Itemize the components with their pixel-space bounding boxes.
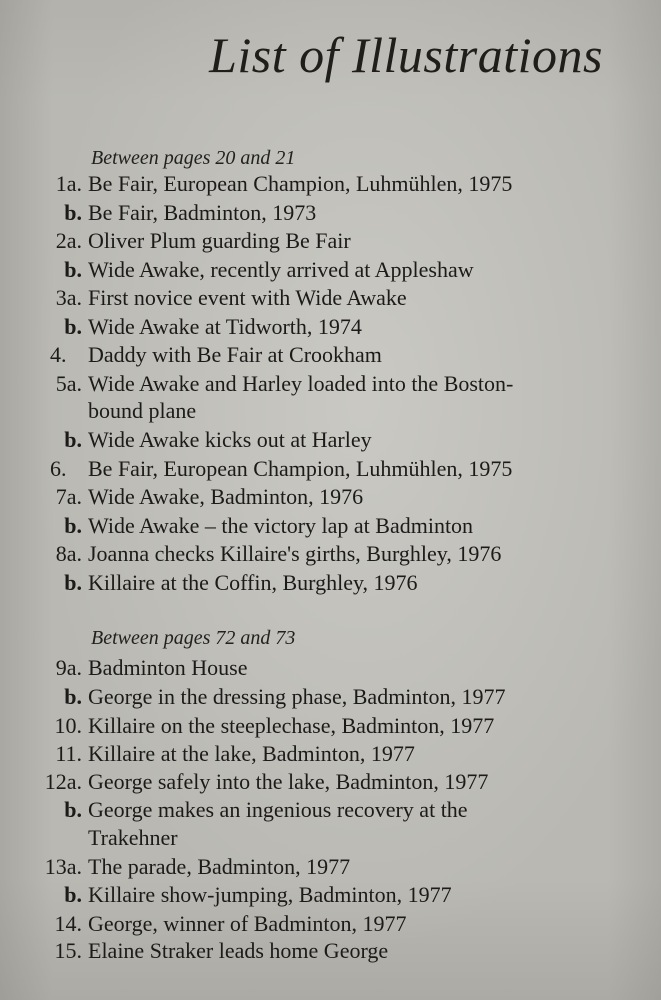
item-number: 8a.	[55, 541, 82, 566]
item-text: Wide Awake – the victory lap at Badminton	[88, 513, 474, 538]
item-number: 4.	[50, 342, 67, 367]
item-text: George makes an ingenious recovery at the	[88, 797, 468, 822]
item-text: Killaire at the lake, Badminton, 1977	[88, 741, 415, 766]
item-text-continuation: bound plane	[88, 398, 197, 423]
item-text: Wide Awake at Tidworth, 1974	[88, 314, 362, 339]
item-text: Elaine Straker leads home George	[88, 938, 389, 963]
item-number: 15.	[54, 938, 82, 963]
item-number: b.	[64, 684, 82, 709]
item-number: 5a.	[55, 371, 82, 396]
item-number: b.	[64, 797, 82, 822]
item-text: Wide Awake, recently arrived at Appleshaw	[88, 257, 474, 282]
item-text: George, winner of Badminton, 1977	[88, 911, 407, 936]
item-number: 2a.	[55, 228, 82, 253]
item-text: Be Fair, European Champion, Luhmühlen, 1975	[88, 456, 513, 481]
item-number: b.	[64, 200, 82, 225]
item-text: Daddy with Be Fair at Crookham	[88, 342, 382, 367]
item-text: Badminton House	[88, 655, 248, 680]
item-number: b.	[64, 314, 82, 339]
item-number: b.	[64, 513, 82, 538]
item-number: 11.	[55, 741, 82, 766]
item-number: 6.	[50, 456, 67, 481]
item-number: 1a.	[55, 171, 82, 196]
item-text: Be Fair, Badminton, 1973	[88, 200, 317, 225]
page-title: List of Illustrations	[209, 27, 603, 83]
item-number: 14.	[54, 911, 82, 936]
item-text: George in the dressing phase, Badminton, 1977	[88, 684, 506, 709]
item-number: 3a.	[55, 285, 82, 310]
item-text: Oliver Plum guarding Be Fair	[88, 228, 351, 253]
item-text: Wide Awake kicks out at Harley	[88, 427, 372, 452]
item-text: The parade, Badminton, 1977	[88, 854, 351, 879]
item-text: Wide Awake, Badminton, 1976	[88, 484, 364, 509]
item-number: b.	[64, 882, 82, 907]
item-number: 10.	[54, 713, 82, 738]
item-text: Killaire at the Coffin, Burghley, 1976	[88, 570, 418, 595]
item-text: First novice event with Wide Awake	[88, 285, 407, 310]
item-text: Killaire on the steeplechase, Badminton, 1977	[88, 713, 495, 738]
item-text: Killaire show-jumping, Badminton, 1977	[88, 882, 452, 907]
item-number: 9a.	[55, 655, 82, 680]
item-number: b.	[64, 257, 82, 282]
item-text: Joanna checks Killaire's girths, Burghley, 1976	[88, 541, 502, 566]
item-text: George safely into the lake, Badminton, 1977	[88, 769, 489, 794]
item-number: 13a.	[44, 854, 82, 879]
item-number: b.	[64, 427, 82, 452]
item-text: Be Fair, European Champion, Luhmühlen, 1975	[88, 171, 513, 196]
section-heading: Between pages 72 and 73	[91, 627, 296, 649]
item-text: Wide Awake and Harley loaded into the Boston-	[88, 371, 514, 396]
item-number: b.	[64, 570, 82, 595]
item-number: 12a.	[44, 769, 82, 794]
item-text-continuation: Trakehner	[88, 825, 178, 850]
section-heading: Between pages 20 and 21	[91, 147, 296, 169]
item-number: 7a.	[55, 484, 82, 509]
